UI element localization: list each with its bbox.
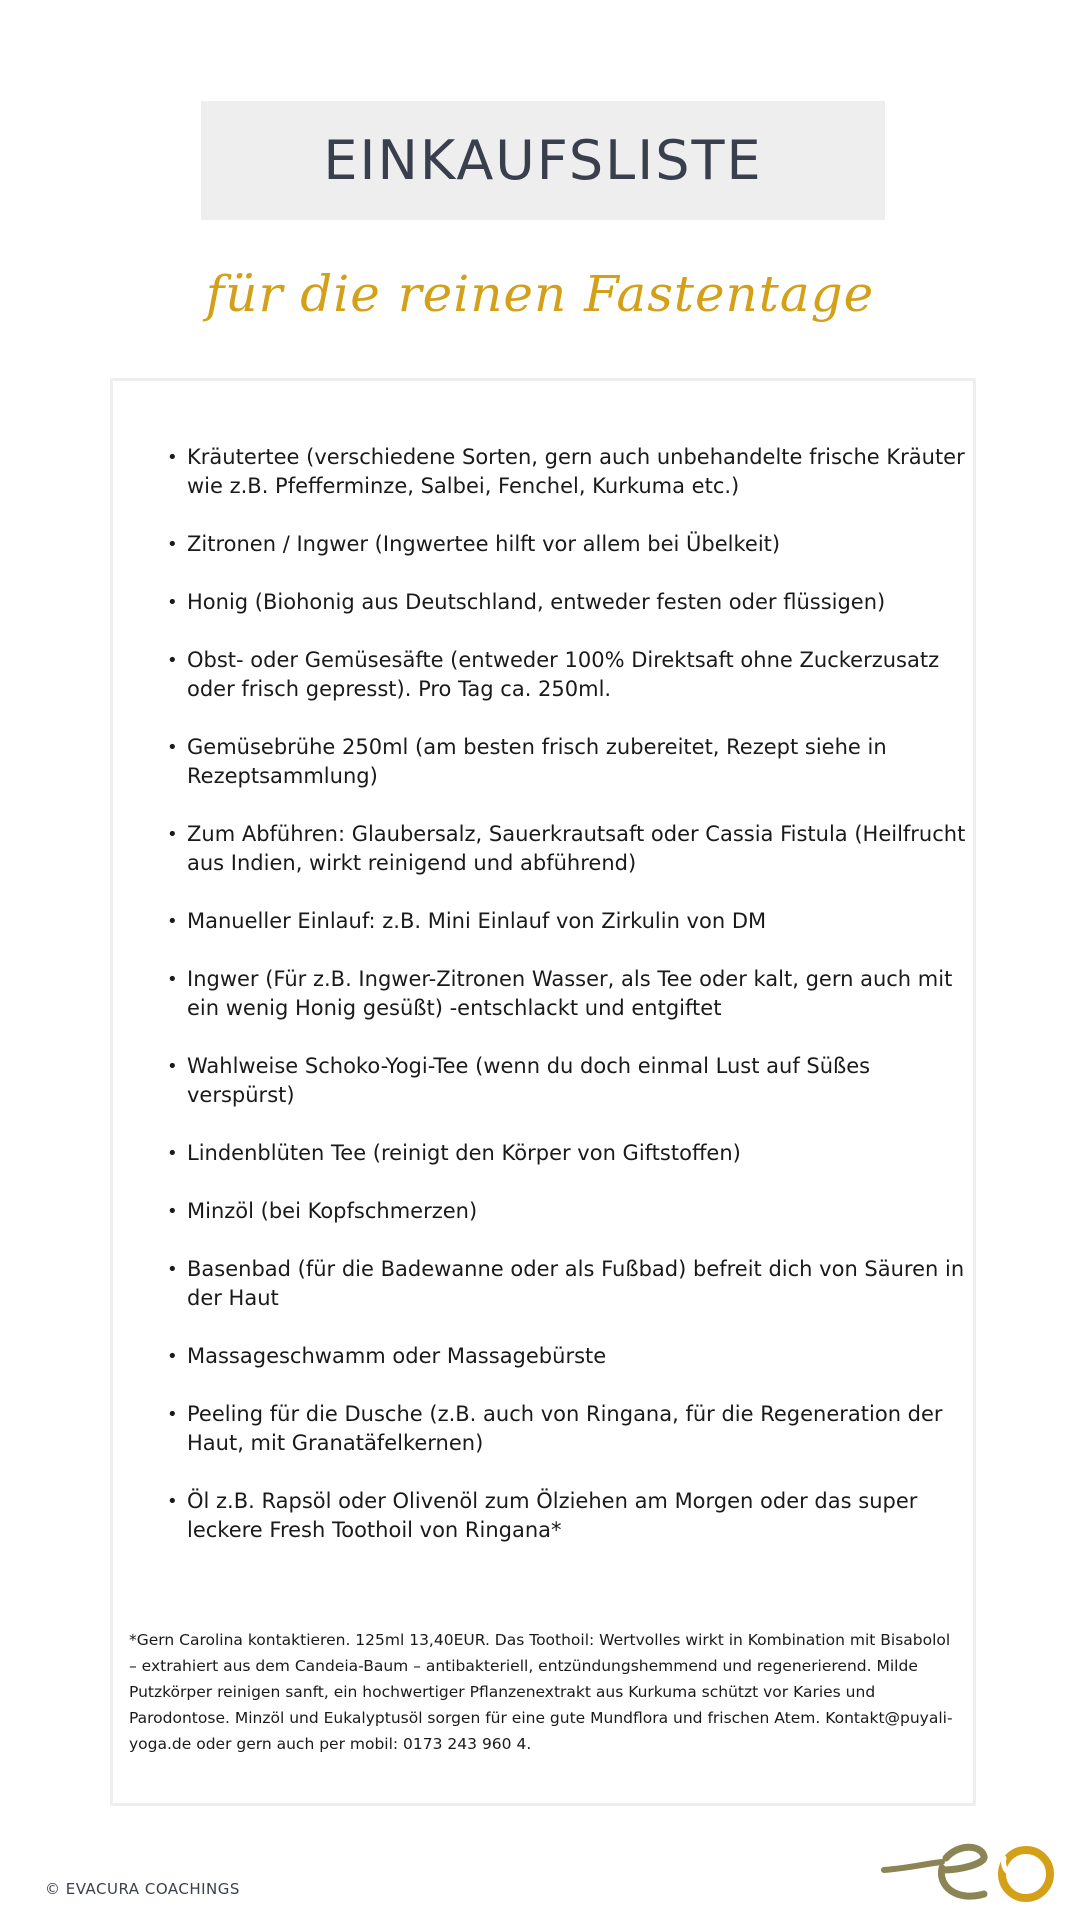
list-item: • Zum Abführen: Glaubersalz, Sauerkrautsaft oder Cassia Fistula (Heilfrucht aus Indien, wirkt reinigend und abführend) xyxy=(167,820,967,878)
list-item: • Obst- oder Gemüsesäfte (entweder 100% Direktsaft ohne Zuckerzusatz oder frisch gepresst). Pro Tag ca. 250ml. xyxy=(167,646,967,704)
page-subtitle: für die reinen Fastentage xyxy=(205,265,875,323)
copyright-text: © EVACURA COACHINGS xyxy=(45,1880,240,1898)
list-item: • Öl z.B. Rapsöl oder Olivenöl zum Ölziehen am Morgen oder das super leckere Fresh Toothoil von Ringana* xyxy=(167,1487,967,1545)
shopping-list-card xyxy=(110,378,976,1806)
list-item: • Ingwer (Für z.B. Ingwer-Zitronen Wasser, als Tee oder kalt, gern auch mit ein wenig Honig gesüßt) -entschlackt und entgiftet xyxy=(167,965,967,1023)
footnote: *Gern Carolina kontaktieren. 125ml 13,40EUR. Das Toothoil: Wertvolles wirkt in Kombination mit Bisabolol – extrahiert aus dem Candeia-Baum – antibakteriell, entzündungshemmend und regenerierend. Milde Putzkörper reinigen sanft, ein hochwertiger Pflanzenextrakt aus Kurkuma schützt vor Karies und Parodontose. Minzöl und Eukalyptusöl sorgen für eine gute Mundflora und frischen Atem. Kontakt@puyali-yoga.de oder gern auch per mobil: 0173 243 960 4. xyxy=(129,1631,953,1753)
list-item: • Peeling für die Dusche (z.B. auch von Ringana, für die Regeneration der Haut, mit Granatäfelkernen) xyxy=(167,1400,967,1458)
list-item: • Basenbad (für die Badewanne oder als Fußbad) befreit dich von Säuren in der Haut xyxy=(167,1255,967,1313)
list-item: • Wahlweise Schoko-Yogi-Tee (wenn du doch einmal Lust auf Süßes verspürst) xyxy=(167,1052,967,1110)
title-banner xyxy=(201,101,885,220)
shopping-list xyxy=(167,443,967,1574)
list-item: • Gemüsebrühe 250ml (am besten frisch zubereitet, Rezept siehe in Rezeptsammlung) xyxy=(167,733,967,791)
list-item: • Manueller Einlauf: z.B. Mini Einlauf von Zirkulin von DM xyxy=(167,907,967,936)
list-item: • Massageschwamm oder Massagebürste xyxy=(167,1342,967,1371)
list-item: • Honig (Biohonig aus Deutschland, entweder festen oder flüssigen) xyxy=(167,588,967,617)
evacura-logo-icon xyxy=(880,1838,1056,1908)
list-item: • Lindenblüten Tee (reinigt den Körper von Giftstoffen) xyxy=(167,1139,967,1168)
list-item: • Minzöl (bei Kopfschmerzen) xyxy=(167,1197,967,1226)
page-title: EINKAUFSLISTE xyxy=(323,129,763,192)
list-item: • Kräutertee (verschiedene Sorten, gern auch unbehandelte frische Kräuter wie z.B. Pfefferminze, Salbei, Fenchel, Kurkuma etc.) xyxy=(167,443,967,501)
list-item: • Zitronen / Ingwer (Ingwertee hilft vor allem bei Übelkeit) xyxy=(167,530,967,559)
